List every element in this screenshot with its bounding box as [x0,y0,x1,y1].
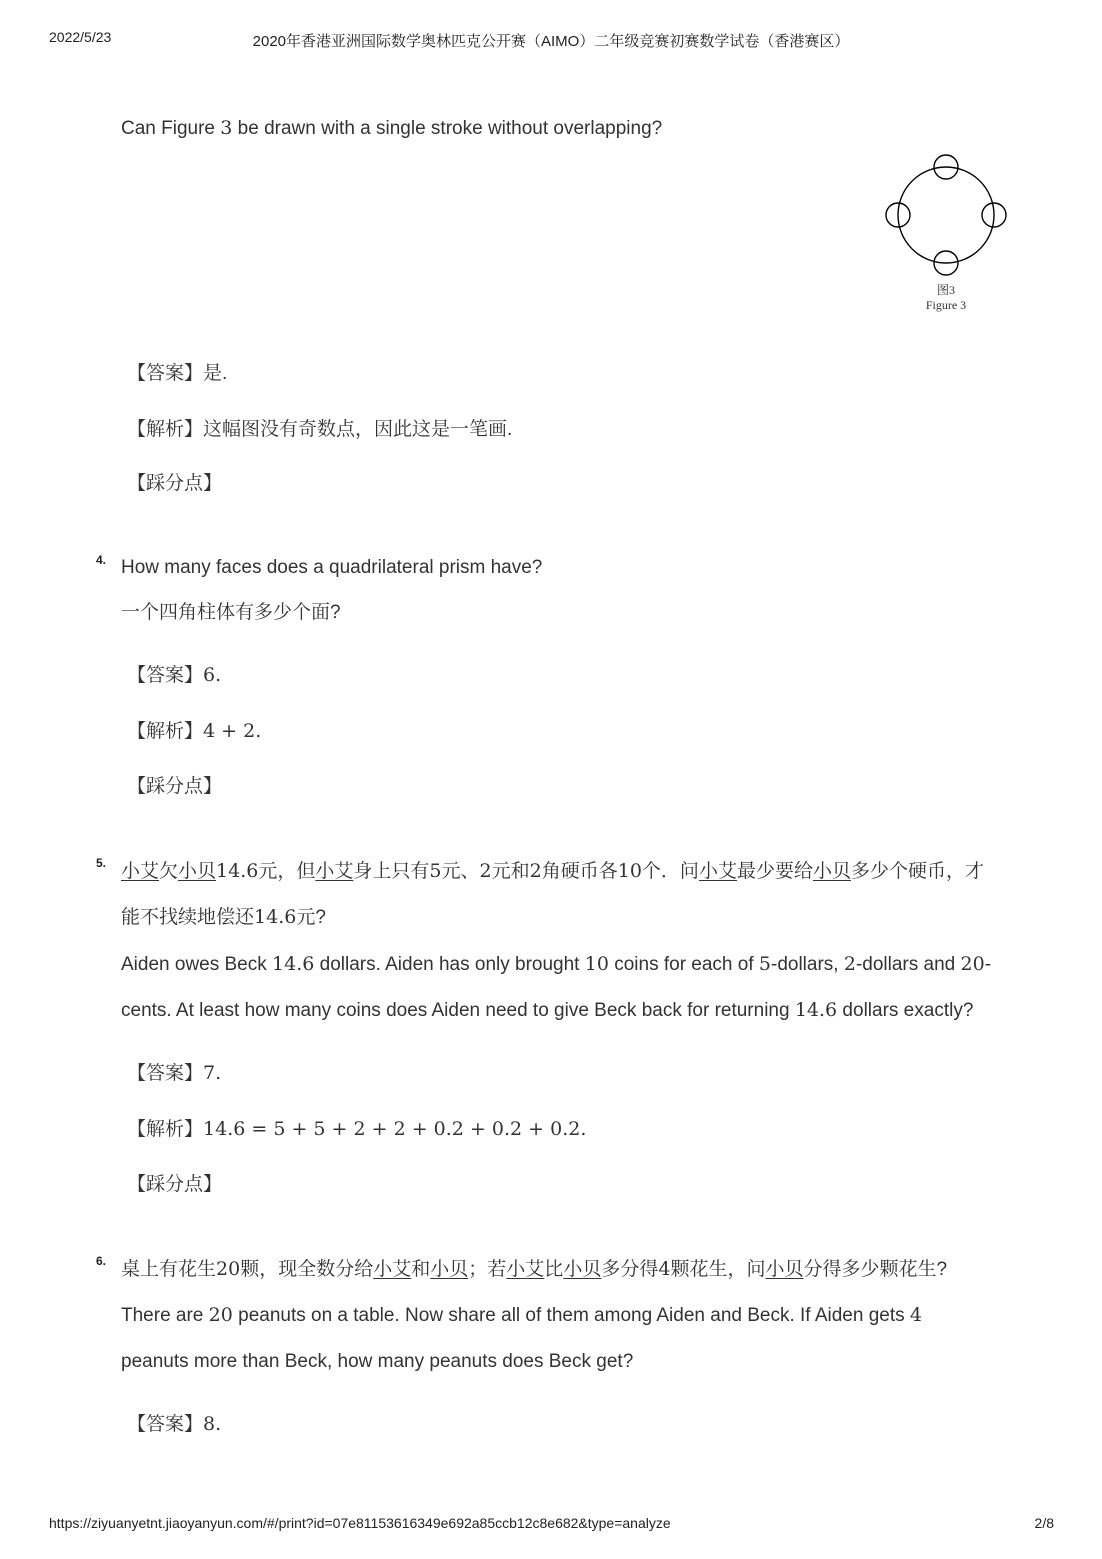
figure-caption-en: Figure 3 [925,298,967,312]
q5-question-en-line1: Aiden owes Beck 14.6 dollars. Aiden has only brought 10 coins for each of 5-dollars, 2-dollars and 20- [121,953,992,975]
q3-analysis: 【解析】这幅图没有奇数点，因此这是一笔画. [127,419,513,440]
q5-question-en-line2: cents. At least how many coins does Aiden need to give Beck back for returning 14.6 dollars exactly? [121,999,974,1021]
document-title: 2020年香港亚洲国际数学奥林匹克公开赛（AIMO）二年级竞赛初赛数学试卷（香港赛区） [252,33,850,50]
figure-caption-cn: 图3 [936,283,955,297]
q6-question-en-line1: There are 20 peanuts on a table. Now share all of them among Aiden and Beck. If Aiden gets 4 [121,1304,922,1326]
q4-answer: 【答案】6. [127,664,222,686]
print-url: https://ziyuanyetnt.jiaoyanyun.com/#/print?id=07e81153616349e692a85ccb12c8e682&type=analyze [49,1515,671,1531]
q4-scoring-points: 【踩分点】 [127,776,223,797]
q4-analysis: 【解析】4 + 2. [127,720,262,742]
q5-number: 5. [96,856,107,870]
q3-question-en: Can Figure 3 be drawn with a single stroke without overlapping? [121,117,663,139]
q6-question-cn: 桌上有花生20颗，现全数分给小艾和小贝；若小艾比小贝多分得4颗花生，问小贝分得多少颗花生? [121,1258,948,1280]
q6-number: 6. [96,1254,107,1268]
circle-figure-drawing [881,152,1011,282]
q6-question-en-line2: peanuts more than Beck, how many peanuts does Beck get? [121,1351,634,1372]
q5-question-cn-line2: 能不找续地偿还14.6元? [121,906,326,928]
q5-scoring-points: 【踩分点】 [127,1174,223,1195]
q4-question-cn: 一个四角柱体有多少个面? [121,602,341,623]
q5-answer: 【答案】7. [127,1062,222,1084]
q5-analysis: 【解析】14.6 = 5 + 5 + 2 + 2 + 0.2 + 0.2 + 0.2. [127,1118,587,1140]
q3-answer: 【答案】是. [127,363,228,384]
figure-3 [881,152,1011,317]
print-date: 2022/5/23 [49,29,112,45]
q4-number: 4. [96,553,107,567]
q3-scoring-points: 【踩分点】 [127,473,223,494]
q4-question-en: How many faces does a quadrilateral prism have? [121,557,543,578]
q5-question-cn-line1: 小艾欠小贝14.6元，但小艾身上只有5元、2元和2角硬币各10个．问小艾最少要给小贝多少个硬币，才 [121,860,984,882]
page-number: 2/8 [1034,1515,1054,1531]
q6-answer: 【答案】8. [127,1413,222,1435]
